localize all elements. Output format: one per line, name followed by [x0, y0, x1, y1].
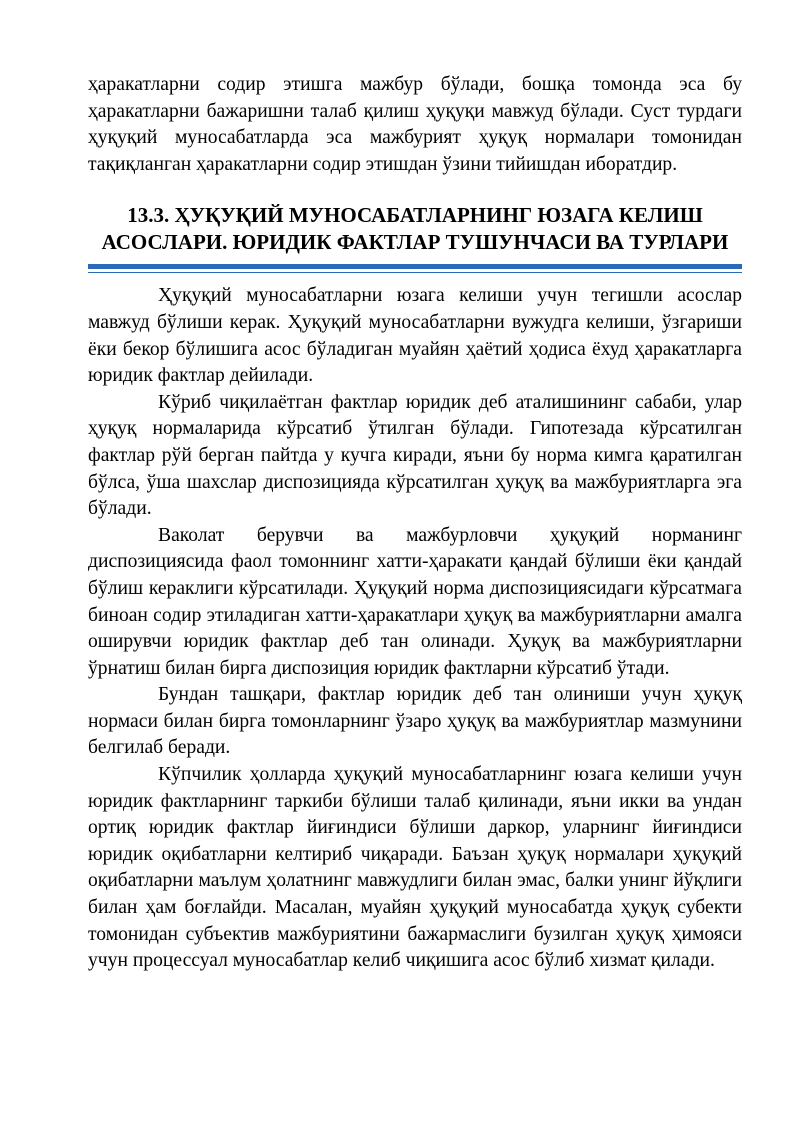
body-paragraph: Кўриб чиқилаётган фактлар юридик деб аталишининг сабаби, улар ҳуқуқ нормаларида кўрсатиб ўтилган бўлади. Гипотезада кўрсатилган фактлар рўй берган пайтда у кучга киради, яъни бу норма кимга қаратилган бўлса, ўша шахслар диспозицияда кўрсатилган ҳуқуқ ва мажбуриятларга эга бўлади. — [88, 391, 742, 520]
body-paragraph: Ваколат берувчи ва мажбурловчи ҳуқуқий норманинг диспозициясида фаол томоннинг хатти-ҳаракати қандай бўлиши ёки қандай бўлиш кераклиги кўрсатилади. Ҳуқуқий норма диспозициясидаги кўрсатмага биноан содир этиладиган хатти-ҳаракатлари ҳуқуқ ва мажбуриятларни амалга оширувчи юридик фактлар деб тан олинади. Ҳуқуқ ва мажбуриятларни ўрнатиш билан бирга диспозиция юридик фактларни кўрсатиб ўтади. — [88, 524, 742, 679]
body-paragraph: Бундан ташқари, фактлар юридик деб тан олиниши учун ҳуқуқ нормаси билан бирга томонларнинг ўзаро ҳуқуқ ва мажбуриятлар мазмунини белгилаб беради. — [88, 684, 742, 759]
heading-divider — [88, 264, 742, 273]
document-page — [88, 72, 742, 975]
body-paragraph: Ҳуқуқий муносабатларни юзага келиши учун тегишли асослар мавжуд бўлиши керак. Ҳуқуқий муносабатларни вужудга келиши, ўзгариши ёки бекор бўлишига асос бўладиган муайян ҳаётий ҳодиса ёхуд ҳаракатларга юридик фактлар дейилади. — [88, 285, 742, 387]
body-paragraph: Кўпчилик ҳолларда ҳуқуқий муносабатларнинг юзага келиши учун юридик фактларнинг таркиби бўлиши талаб қилинади, яъни икки ва ундан ортиқ юридик фактлар йиғиндиси бўлиши даркор, уларнинг йиғиндиси юридик оқибатларни келтириб чиқаради. Баъзан ҳуқуқ нормалари ҳуқуқий оқибатларни маълум ҳолатнинг мавжудлиги билан эмас, балки унинг йўқлиги билан ҳам боғлайди. Масалан, муайян ҳуқуқий муносабатда ҳуқуқ субекти томонидан субъектив мажбуриятини бажармаслиги бузилган ҳуқуқ ҳимояси учун процессуал муносабатлар келиб чиқишига асос бўлиб хизмат қилади. — [88, 764, 742, 972]
divider-thin-line — [88, 272, 742, 273]
section-heading: 13.3. ҲУҚУҚИЙ МУНОСАБАТЛАРНИНГ ЮЗАГА КЕЛИШ АСОСЛАРИ. ЮРИДИК ФАКТЛАР ТУШУНЧАСИ ВА ТУРЛАРИ — [101, 203, 729, 255]
intro-paragraph: ҳаракатларни содир этишга мажбур бўлади, бошқа томонда эса бу ҳаракатларни бажаришни талаб қилиш ҳуқуқи мавжуд бўлади. Суст турдаги ҳуқуқий муносабатларда эса мажбурият ҳуқуқ нормалари томонидан тақиқланган ҳаракатларни содир этишдан ўзини тийишдан иборатдир. — [88, 74, 742, 175]
section-body — [88, 283, 742, 974]
